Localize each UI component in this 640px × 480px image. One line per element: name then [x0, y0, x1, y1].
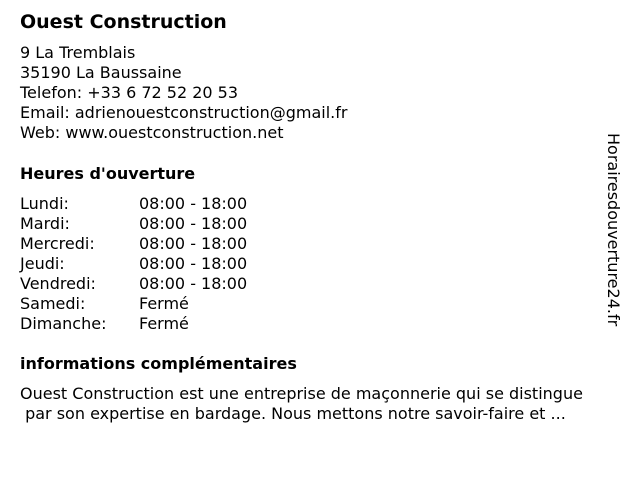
- day-hours: 08:00 - 18:00: [139, 274, 248, 293]
- hours-row-saturday: [20, 294, 320, 314]
- hours-row-sunday: [20, 314, 320, 334]
- business-name: Ouest Construction: [20, 11, 227, 33]
- site-watermark: Horairesdouverture24.fr: [604, 133, 623, 327]
- day-hours: Fermé: [139, 314, 189, 333]
- day-label: Mercredi:: [20, 234, 95, 253]
- day-hours: Fermé: [139, 294, 189, 313]
- opening-hours-table: [20, 194, 320, 334]
- day-label: Lundi:: [20, 194, 69, 213]
- additional-info-text: [20, 384, 632, 424]
- additional-info-heading: informations complémentaires: [20, 354, 297, 373]
- day-hours: 08:00 - 18:00: [139, 194, 248, 213]
- day-label: Mardi:: [20, 214, 70, 233]
- day-label: Samedi:: [20, 294, 86, 313]
- website: Web: www.ouestconstruction.net: [20, 123, 284, 142]
- info-line: par son expertise en bardage. Nous mettons notre savoir-faire et ...: [20, 404, 566, 423]
- email-address: Email: adrienouestconstruction@gmail.fr: [20, 103, 348, 122]
- day-hours: 08:00 - 18:00: [139, 214, 248, 233]
- hours-row-wednesday: [20, 234, 320, 254]
- day-label: Vendredi:: [20, 274, 96, 293]
- day-hours: 08:00 - 18:00: [139, 234, 248, 253]
- address-city: 35190 La Baussaine: [20, 63, 182, 82]
- phone-number: Telefon: +33 6 72 52 20 53: [20, 83, 239, 102]
- opening-hours-heading: Heures d'ouverture: [20, 164, 196, 183]
- hours-row-monday: [20, 194, 320, 214]
- day-hours: 08:00 - 18:00: [139, 254, 248, 273]
- day-label: Jeudi:: [20, 254, 65, 273]
- hours-row-friday: [20, 274, 320, 294]
- hours-row-tuesday: [20, 214, 320, 234]
- address-street: 9 La Tremblais: [20, 43, 136, 62]
- hours-row-thursday: [20, 254, 320, 274]
- day-label: Dimanche:: [20, 314, 107, 333]
- info-line: Ouest Construction est une entreprise de maçonnerie qui se distingue: [20, 384, 583, 403]
- business-contact: [20, 43, 347, 143]
